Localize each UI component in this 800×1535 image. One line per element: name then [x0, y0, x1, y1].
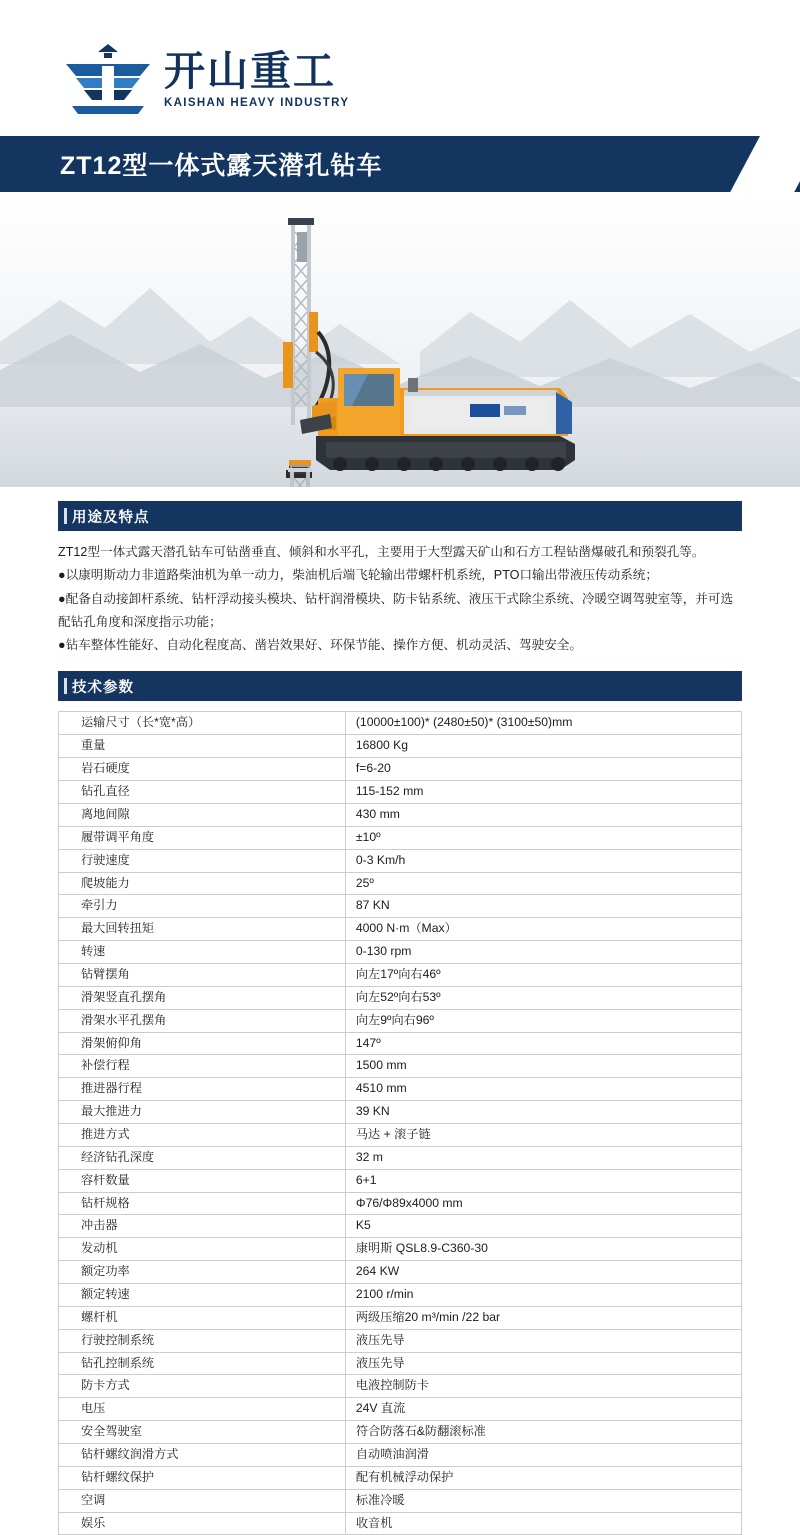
spec-label: 钻孔直径: [59, 781, 346, 804]
spec-label: 转速: [59, 941, 346, 964]
spec-value: 康明斯 QSL8.9-C360-30: [345, 1238, 741, 1261]
section-header-specs: [58, 671, 742, 701]
spec-table-wrapper: [58, 711, 742, 1535]
table-row: [59, 1512, 742, 1535]
spec-label: 岩石硬度: [59, 758, 346, 781]
spec-value: 0-130 rpm: [345, 941, 741, 964]
spec-label: 电压: [59, 1398, 346, 1421]
table-row: [59, 803, 742, 826]
spec-value: 配有机械浮动保护: [345, 1466, 741, 1489]
table-row: [59, 1009, 742, 1032]
spec-label: 最大回转扭矩: [59, 918, 346, 941]
spec-label: 钻杆螺纹保护: [59, 1466, 346, 1489]
table-row: [59, 1329, 742, 1352]
table-row: [59, 1489, 742, 1512]
spec-label: 螺杆机: [59, 1306, 346, 1329]
spec-value: 电液控制防卡: [345, 1375, 741, 1398]
table-row: [59, 758, 742, 781]
spec-value: 115-152 mm: [345, 781, 741, 804]
section-title-features: 用途及特点: [72, 509, 150, 526]
spec-value: f=6-20: [345, 758, 741, 781]
spec-value: Φ76/Φ89x4000 mm: [345, 1192, 741, 1215]
spec-value: 1500 mm: [345, 1055, 741, 1078]
table-row: [59, 1352, 742, 1375]
section-header-features: [58, 501, 742, 531]
table-row: [59, 1032, 742, 1055]
mountain-logo-icon: [62, 42, 154, 116]
spec-label: 容杆数量: [59, 1169, 346, 1192]
spec-label: 行驶控制系统: [59, 1329, 346, 1352]
spec-value: 6+1: [345, 1169, 741, 1192]
spec-value: 两级压缩20 m³/min /22 bar: [345, 1306, 741, 1329]
features-paragraph-2: ●以康明斯动力非道路柴油机为单一动力，柴油机后端飞轮输出带螺杆机系统，PTO口输出带液压传动系统；: [58, 568, 658, 583]
spec-value: 符合防落石&防翻滚标准: [345, 1421, 741, 1444]
spec-value: 24V 直流: [345, 1398, 741, 1421]
spec-value: 264 KW: [345, 1261, 741, 1284]
spec-label: 安全驾驶室: [59, 1421, 346, 1444]
spec-label: 滑架俯仰角: [59, 1032, 346, 1055]
spec-value: 向左17º向右46º: [345, 963, 741, 986]
spec-value: 147º: [345, 1032, 741, 1055]
table-row: [59, 1421, 742, 1444]
spec-label: 履带调平角度: [59, 826, 346, 849]
features-paragraph-3: ●配备自动接卸杆系统、钻杆浮动接头模块、钻杆润滑模块、防卡钻系统、液压干式除尘系统、冷暖空调驾驶室等，并可选配钻孔角度和深度指示功能；: [58, 591, 734, 629]
spec-label: 牵引力: [59, 895, 346, 918]
spec-value: 39 KN: [345, 1101, 741, 1124]
features-paragraph-4: ●钻车整体性能好、自动化程度高、凿岩效果好、环保节能、操作方便、机动灵活、驾驶安全。: [58, 638, 582, 653]
spec-label: 爬坡能力: [59, 872, 346, 895]
spec-value: 向左9º向右96º: [345, 1009, 741, 1032]
brand-header: [0, 0, 800, 136]
table-row: [59, 735, 742, 758]
spec-label: 推进器行程: [59, 1078, 346, 1101]
table-row: [59, 1283, 742, 1306]
spec-label: 额定功率: [59, 1261, 346, 1284]
hero-illustration: [0, 192, 800, 487]
table-row: [59, 1123, 742, 1146]
spec-label: 空调: [59, 1489, 346, 1512]
table-row: [59, 1306, 742, 1329]
spec-label: 运输尺寸（长*宽*高）: [59, 712, 346, 735]
spec-label: 防卡方式: [59, 1375, 346, 1398]
spec-value: 2100 r/min: [345, 1283, 741, 1306]
features-text: [58, 541, 742, 657]
spec-label: 滑架竖直孔摆角: [59, 986, 346, 1009]
table-row: [59, 872, 742, 895]
spec-label: 发动机: [59, 1238, 346, 1261]
table-row: [59, 1466, 742, 1489]
spec-value: 32 m: [345, 1146, 741, 1169]
spec-value: (10000±100)* (2480±50)* (3100±50)mm: [345, 712, 741, 735]
table-row: [59, 1055, 742, 1078]
product-hero-image: [0, 192, 800, 487]
table-row: [59, 826, 742, 849]
spec-label: 补偿行程: [59, 1055, 346, 1078]
table-row: [59, 781, 742, 804]
spec-value: 16800 Kg: [345, 735, 741, 758]
spec-label: 娱乐: [59, 1512, 346, 1535]
brand-name-cn: 开山重工: [164, 47, 336, 94]
table-row: [59, 1261, 742, 1284]
spec-value: 自动喷油润滑: [345, 1443, 741, 1466]
spec-table: [58, 711, 742, 1535]
table-row: [59, 918, 742, 941]
table-row: [59, 941, 742, 964]
table-row: [59, 1101, 742, 1124]
spec-value: 4510 mm: [345, 1078, 741, 1101]
spec-label: 钻杆规格: [59, 1192, 346, 1215]
table-row: [59, 1375, 742, 1398]
spec-label: 冲击器: [59, 1215, 346, 1238]
spec-value: 430 mm: [345, 803, 741, 826]
table-row: [59, 1146, 742, 1169]
spec-value: 马达 + 滚子链: [345, 1123, 741, 1146]
brand-name-en: KAISHAN HEAVY INDUSTRY: [164, 97, 350, 110]
table-row: [59, 986, 742, 1009]
table-row: [59, 1215, 742, 1238]
spec-value: 0-3 Km/h: [345, 849, 741, 872]
spec-label: 钻孔控制系统: [59, 1352, 346, 1375]
table-row: [59, 1078, 742, 1101]
page-title: ZT12型一体式露天潜孔钻车: [60, 152, 383, 180]
spec-value: K5: [345, 1215, 741, 1238]
table-row: [59, 712, 742, 735]
spec-value: 4000 N·m（Max）: [345, 918, 741, 941]
spec-value: ±10º: [345, 826, 741, 849]
spec-label: 经济钻孔深度: [59, 1146, 346, 1169]
spec-label: 滑架水平孔摆角: [59, 1009, 346, 1032]
spec-value: 液压先导: [345, 1329, 741, 1352]
product-title-banner: [0, 136, 800, 192]
spec-value: 向左52º向右53º: [345, 986, 741, 1009]
table-row: [59, 1443, 742, 1466]
table-row: [59, 1169, 742, 1192]
table-row: [59, 849, 742, 872]
spec-label: 钻杆螺纹润滑方式: [59, 1443, 346, 1466]
spec-label: 钻臂摆角: [59, 963, 346, 986]
spec-value: 87 KN: [345, 895, 741, 918]
table-row: [59, 963, 742, 986]
spec-value: 标准冷暖: [345, 1489, 741, 1512]
spec-label: 离地间隙: [59, 803, 346, 826]
table-row: [59, 1398, 742, 1421]
spec-label: 重量: [59, 735, 346, 758]
spec-label: 额定转速: [59, 1283, 346, 1306]
table-row: [59, 1238, 742, 1261]
features-paragraph-1: ZT12型一体式露天潜孔钻车可钻凿垂直、倾斜和水平孔，主要用于大型露天矿山和石方工程钻凿爆破孔和预裂孔等。: [58, 545, 705, 559]
table-row: [59, 1192, 742, 1215]
spec-value: 25º: [345, 872, 741, 895]
spec-value: 液压先导: [345, 1352, 741, 1375]
spec-label: 行驶速度: [59, 849, 346, 872]
section-title-specs: 技术参数: [72, 679, 134, 696]
spec-label: 推进方式: [59, 1123, 346, 1146]
table-row: [59, 895, 742, 918]
spec-label: 最大推进力: [59, 1101, 346, 1124]
spec-value: 收音机: [345, 1512, 741, 1535]
